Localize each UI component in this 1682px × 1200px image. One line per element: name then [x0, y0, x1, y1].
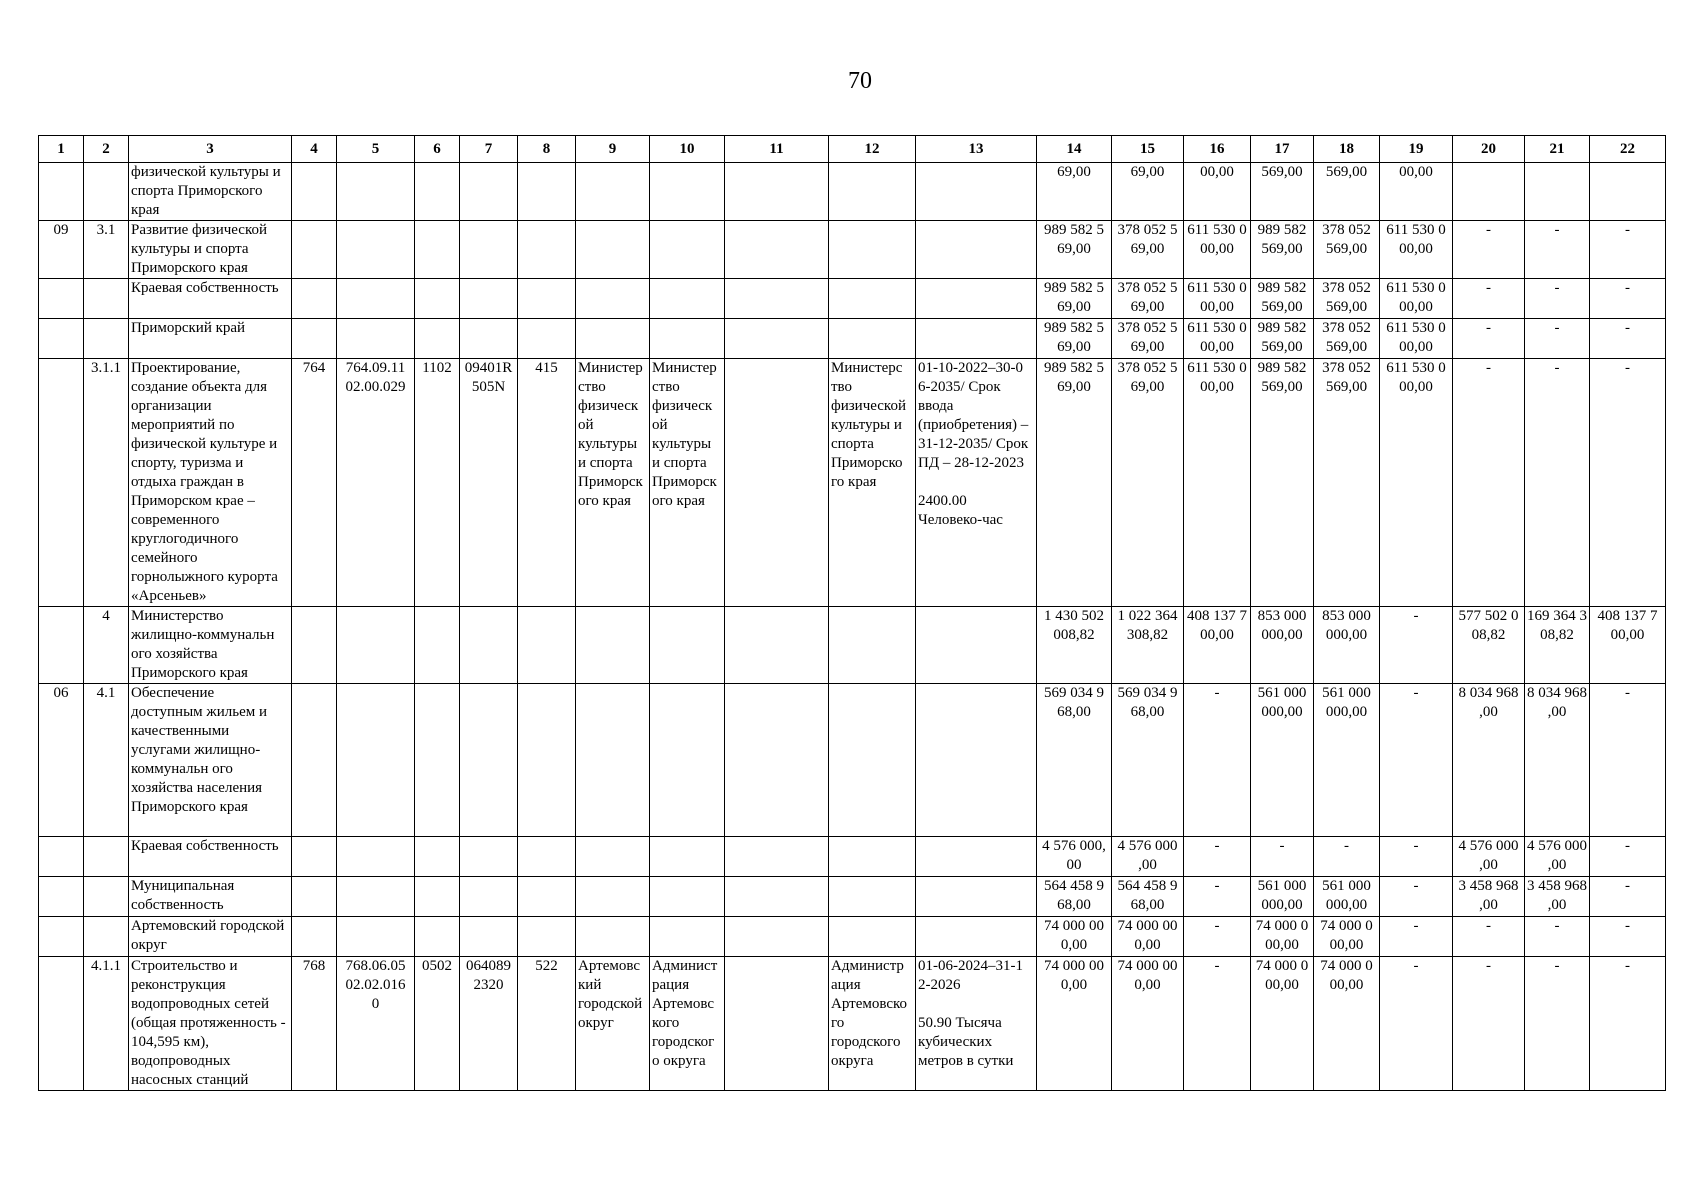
- table-cell-col6: [415, 917, 460, 957]
- table-cell-col22: [1590, 163, 1666, 221]
- table-cell-col18: 378 052 569,00: [1314, 359, 1380, 607]
- table-cell-col5: [337, 837, 415, 877]
- table-cell-col2: [84, 837, 129, 877]
- table-cell-col13: [916, 221, 1037, 279]
- table-cell-col14: 1 430 502 008,82: [1037, 607, 1112, 684]
- table-cell-col3: Муниципальная собственность: [129, 877, 292, 917]
- header-row: [39, 136, 1666, 163]
- table-cell-col22: -: [1590, 279, 1666, 319]
- table-cell-col6: [415, 221, 460, 279]
- table-cell-col14: 74 000 00 0,00: [1037, 917, 1112, 957]
- table-cell-col7: [460, 221, 518, 279]
- table-cell-col19: -: [1380, 917, 1453, 957]
- table-cell-col15: 564 458 9 68,00: [1112, 877, 1184, 917]
- table-cell-col13: [916, 837, 1037, 877]
- table-cell-col12: [829, 221, 916, 279]
- table-cell-col13: [916, 684, 1037, 837]
- table-cell-col21: 8 034 968 ,00: [1525, 684, 1590, 837]
- table-cell-col3: Проектирование, создание объекта для организации мероприятий по физической культуре и спорту, туризма и отдыха граждан в Приморском крае – современного круглогодичного семейного горнолыжного курорта «Арсеньев»: [129, 359, 292, 607]
- table-cell-col18: -: [1314, 837, 1380, 877]
- table-cell-col4: [292, 917, 337, 957]
- table-cell-col16: -: [1184, 917, 1251, 957]
- table-cell-col20: -: [1453, 279, 1525, 319]
- table-cell-col11: [725, 837, 829, 877]
- table-row: [39, 684, 1666, 837]
- table-cell-col18: 378 052 569,00: [1314, 221, 1380, 279]
- table-row: [39, 359, 1666, 607]
- table-cell-col5: [337, 163, 415, 221]
- table-cell-col20: [1453, 163, 1525, 221]
- table-cell-col4: 768: [292, 957, 337, 1091]
- table-cell-col18: 569,00: [1314, 163, 1380, 221]
- table-cell-col8: [518, 684, 576, 837]
- table-cell-col15: 378 052 5 69,00: [1112, 279, 1184, 319]
- table-cell-col21: -: [1525, 957, 1590, 1091]
- table-cell-col5: [337, 221, 415, 279]
- table-cell-col18: 561 000 000,00: [1314, 877, 1380, 917]
- table-cell-col2: 3.1.1: [84, 359, 129, 607]
- table-cell-col6: [415, 607, 460, 684]
- table-cell-col14: 74 000 00 0,00: [1037, 957, 1112, 1091]
- table-cell-col12: [829, 684, 916, 837]
- table-cell-col12: [829, 279, 916, 319]
- table-cell-col22: -: [1590, 877, 1666, 917]
- table-cell-col3: Развитие физической культуры и спорта Приморского края: [129, 221, 292, 279]
- table-cell-col9: Артемовс кий городской округ: [576, 957, 650, 1091]
- table-cell-col19: 611 530 0 00,00: [1380, 319, 1453, 359]
- table-cell-col7: [460, 279, 518, 319]
- table-cell-col11: [725, 319, 829, 359]
- table-cell-col14: 989 582 5 69,00: [1037, 221, 1112, 279]
- table-cell-col3: Артемовский городской округ: [129, 917, 292, 957]
- table-cell-col6: [415, 877, 460, 917]
- table-cell-col19: 611 530 0 00,00: [1380, 221, 1453, 279]
- table-cell-col21: -: [1525, 221, 1590, 279]
- table-cell-col15: 569 034 9 68,00: [1112, 684, 1184, 837]
- table-cell-col5: [337, 877, 415, 917]
- table-cell-col13: [916, 319, 1037, 359]
- table-cell-col9: [576, 684, 650, 837]
- table-cell-col5: [337, 684, 415, 837]
- table-cell-col14: 569 034 9 68,00: [1037, 684, 1112, 837]
- table-cell-col12: [829, 917, 916, 957]
- column-header-10: 10: [650, 136, 725, 163]
- table-cell-col12: Администр ация Артемовско го городского округа: [829, 957, 916, 1091]
- table-cell-col1: [39, 279, 84, 319]
- table-cell-col12: Министерс тво физической культуры и спорта Приморско го края: [829, 359, 916, 607]
- table-row: [39, 877, 1666, 917]
- table-cell-col11: [725, 607, 829, 684]
- table-cell-col15: 69,00: [1112, 163, 1184, 221]
- table-cell-col1: 09: [39, 221, 84, 279]
- column-header-5: 5: [337, 136, 415, 163]
- table-cell-col6: [415, 279, 460, 319]
- table-cell-col14: 4 576 000, 00: [1037, 837, 1112, 877]
- table-cell-col8: [518, 607, 576, 684]
- table-cell-col11: [725, 359, 829, 607]
- table-cell-col3: Краевая собственность: [129, 837, 292, 877]
- table-cell-col13: [916, 877, 1037, 917]
- table-cell-col17: -: [1251, 837, 1314, 877]
- table-row: [39, 917, 1666, 957]
- table-cell-col21: 169 364 3 08,82: [1525, 607, 1590, 684]
- table-cell-col11: [725, 957, 829, 1091]
- table-cell-col11: [725, 221, 829, 279]
- table-cell-col15: 74 000 00 0,00: [1112, 917, 1184, 957]
- table-cell-col1: [39, 359, 84, 607]
- table-cell-col19: -: [1380, 684, 1453, 837]
- table-cell-col9: [576, 837, 650, 877]
- table-cell-col5: [337, 607, 415, 684]
- column-header-12: 12: [829, 136, 916, 163]
- table-cell-col3: Краевая собственность: [129, 279, 292, 319]
- column-header-20: 20: [1453, 136, 1525, 163]
- table-cell-col6: [415, 319, 460, 359]
- table-cell-col1: [39, 877, 84, 917]
- column-header-8: 8: [518, 136, 576, 163]
- table-cell-col11: [725, 163, 829, 221]
- column-header-19: 19: [1380, 136, 1453, 163]
- column-header-11: 11: [725, 136, 829, 163]
- table-cell-col10: [650, 837, 725, 877]
- column-header-3: 3: [129, 136, 292, 163]
- table-cell-col2: 3.1: [84, 221, 129, 279]
- data-table: [38, 135, 1666, 1091]
- table-cell-col6: 1102: [415, 359, 460, 607]
- table-cell-col7: 09401R 505N: [460, 359, 518, 607]
- table-cell-col10: [650, 319, 725, 359]
- table-cell-col12: [829, 163, 916, 221]
- column-header-18: 18: [1314, 136, 1380, 163]
- table-cell-col2: 4.1.1: [84, 957, 129, 1091]
- table-cell-col15: 4 576 000 ,00: [1112, 837, 1184, 877]
- table-cell-col10: [650, 221, 725, 279]
- table-cell-col1: 06: [39, 684, 84, 837]
- table-cell-col2: [84, 917, 129, 957]
- table-cell-col11: [725, 279, 829, 319]
- table-cell-col10: [650, 684, 725, 837]
- table-cell-col4: [292, 221, 337, 279]
- table-cell-col5: [337, 279, 415, 319]
- table-cell-col3: Обеспечение доступным жильем и качественными услугами жилищно-коммунальн ого хозяйства населения Приморского края: [129, 684, 292, 837]
- table-cell-col6: [415, 684, 460, 837]
- table-cell-col12: [829, 837, 916, 877]
- table-cell-col9: [576, 607, 650, 684]
- table-cell-col8: [518, 279, 576, 319]
- table-cell-col18: 74 000 0 00,00: [1314, 957, 1380, 1091]
- table-cell-col13: [916, 279, 1037, 319]
- table-body: [39, 163, 1666, 1091]
- table-cell-col22: -: [1590, 684, 1666, 837]
- table-cell-col7: [460, 684, 518, 837]
- table-cell-col8: 415: [518, 359, 576, 607]
- table-cell-col7: [460, 837, 518, 877]
- table-cell-col13: [916, 163, 1037, 221]
- table-cell-col18: 561 000 000,00: [1314, 684, 1380, 837]
- table-cell-col5: [337, 319, 415, 359]
- table-cell-col16: -: [1184, 837, 1251, 877]
- table-cell-col17: 569,00: [1251, 163, 1314, 221]
- table-cell-col10: [650, 877, 725, 917]
- table-cell-col19: 00,00: [1380, 163, 1453, 221]
- table-cell-col20: -: [1453, 319, 1525, 359]
- table-cell-col13: [916, 917, 1037, 957]
- table-cell-col13: 01-10-2022–30-0 6-2035/ Срок ввода (приобретения) – 31-12-2035/ Срок ПД – 28-12-2023 2400.00 Человеко-час: [916, 359, 1037, 607]
- table-cell-col15: 378 052 5 69,00: [1112, 319, 1184, 359]
- table-cell-col21: 4 576 000 ,00: [1525, 837, 1590, 877]
- column-header-13: 13: [916, 136, 1037, 163]
- table-cell-col6: 0502: [415, 957, 460, 1091]
- table-cell-col16: 611 530 0 00,00: [1184, 359, 1251, 607]
- table-row: [39, 221, 1666, 279]
- table-cell-col4: [292, 607, 337, 684]
- table-cell-col7: [460, 607, 518, 684]
- table-cell-col18: 74 000 0 00,00: [1314, 917, 1380, 957]
- column-header-6: 6: [415, 136, 460, 163]
- table-cell-col4: [292, 319, 337, 359]
- table-cell-col10: [650, 163, 725, 221]
- table-cell-col21: -: [1525, 359, 1590, 607]
- table-cell-col19: -: [1380, 607, 1453, 684]
- table-cell-col5: [337, 917, 415, 957]
- table-cell-col7: 064089 2320: [460, 957, 518, 1091]
- table-cell-col11: [725, 684, 829, 837]
- page-number: 70: [848, 68, 872, 94]
- table-cell-col10: Министер ство физическ ой культуры и спорта Приморск ого края: [650, 359, 725, 607]
- table-cell-col18: 853 000 000,00: [1314, 607, 1380, 684]
- table-cell-col3: Приморский край: [129, 319, 292, 359]
- table-cell-col22: -: [1590, 957, 1666, 1091]
- table-cell-col8: [518, 917, 576, 957]
- table-row: [39, 279, 1666, 319]
- table-cell-col1: [39, 957, 84, 1091]
- table-cell-col9: [576, 221, 650, 279]
- table-cell-col1: [39, 917, 84, 957]
- table-cell-col22: -: [1590, 917, 1666, 957]
- table-cell-col16: 611 530 0 00,00: [1184, 319, 1251, 359]
- table-cell-col19: 611 530 0 00,00: [1380, 359, 1453, 607]
- table-cell-col20: 3 458 968 ,00: [1453, 877, 1525, 917]
- table-cell-col20: -: [1453, 957, 1525, 1091]
- table-cell-col2: [84, 279, 129, 319]
- table-cell-col4: 764: [292, 359, 337, 607]
- table-row: [39, 607, 1666, 684]
- table-cell-col2: 4.1: [84, 684, 129, 837]
- column-header-15: 15: [1112, 136, 1184, 163]
- table-cell-col20: -: [1453, 917, 1525, 957]
- table-cell-col14: 989 582 5 69,00: [1037, 279, 1112, 319]
- table-cell-col7: [460, 917, 518, 957]
- table-cell-col17: 853 000 000,00: [1251, 607, 1314, 684]
- table-cell-col21: 3 458 968 ,00: [1525, 877, 1590, 917]
- table-cell-col8: [518, 319, 576, 359]
- table-cell-col15: 378 052 5 69,00: [1112, 359, 1184, 607]
- table-cell-col9: [576, 279, 650, 319]
- table-cell-col1: [39, 163, 84, 221]
- table-cell-col11: [725, 877, 829, 917]
- table-cell-col13: 01-06-2024–31-1 2-2026 50.90 Тысяча кубических метров в сутки: [916, 957, 1037, 1091]
- table-cell-col4: [292, 279, 337, 319]
- table-cell-col12: [829, 877, 916, 917]
- table-cell-col3: Министерство жилищно-коммунальн ого хозяйства Приморского края: [129, 607, 292, 684]
- table-cell-col9: Министер ство физическ ой культуры и спорта Приморск ого края: [576, 359, 650, 607]
- table-cell-col2: [84, 319, 129, 359]
- table-cell-col22: -: [1590, 319, 1666, 359]
- table-cell-col17: 561 000 000,00: [1251, 877, 1314, 917]
- table-cell-col20: 4 576 000 ,00: [1453, 837, 1525, 877]
- table-cell-col1: [39, 607, 84, 684]
- table-cell-col1: [39, 319, 84, 359]
- column-header-7: 7: [460, 136, 518, 163]
- table-cell-col10: [650, 917, 725, 957]
- table-cell-col7: [460, 877, 518, 917]
- table-cell-col10: [650, 607, 725, 684]
- table-cell-col19: -: [1380, 877, 1453, 917]
- table-cell-col22: -: [1590, 359, 1666, 607]
- table-cell-col21: -: [1525, 319, 1590, 359]
- table-cell-col5: 764.09.11 02.00.029: [337, 359, 415, 607]
- table-cell-col13: [916, 607, 1037, 684]
- table-row: [39, 163, 1666, 221]
- table-cell-col8: [518, 837, 576, 877]
- table-row: [39, 837, 1666, 877]
- table-cell-col19: -: [1380, 837, 1453, 877]
- table-cell-col16: -: [1184, 877, 1251, 917]
- table-cell-col9: [576, 917, 650, 957]
- table-cell-col16: 611 530 0 00,00: [1184, 221, 1251, 279]
- column-header-9: 9: [576, 136, 650, 163]
- table-cell-col16: 00,00: [1184, 163, 1251, 221]
- table-cell-col21: -: [1525, 279, 1590, 319]
- table-cell-col16: 611 530 0 00,00: [1184, 279, 1251, 319]
- table-cell-col4: [292, 837, 337, 877]
- table-cell-col14: 69,00: [1037, 163, 1112, 221]
- column-header-2: 2: [84, 136, 129, 163]
- table-cell-col21: [1525, 163, 1590, 221]
- table-cell-col15: 1 022 364 308,82: [1112, 607, 1184, 684]
- table-cell-col22: -: [1590, 221, 1666, 279]
- table-cell-col9: [576, 163, 650, 221]
- table-cell-col20: 8 034 968 ,00: [1453, 684, 1525, 837]
- column-header-21: 21: [1525, 136, 1590, 163]
- table-cell-col22: 408 137 7 00,00: [1590, 607, 1666, 684]
- table-cell-col17: 561 000 000,00: [1251, 684, 1314, 837]
- table-cell-col17: 989 582 569,00: [1251, 279, 1314, 319]
- table-cell-col19: 611 530 0 00,00: [1380, 279, 1453, 319]
- column-header-4: 4: [292, 136, 337, 163]
- table-row: [39, 957, 1666, 1091]
- column-header-17: 17: [1251, 136, 1314, 163]
- table-cell-col7: [460, 163, 518, 221]
- table-cell-col9: [576, 319, 650, 359]
- table-cell-col19: -: [1380, 957, 1453, 1091]
- table-cell-col17: 74 000 0 00,00: [1251, 917, 1314, 957]
- table-cell-col10: [650, 279, 725, 319]
- table-cell-col17: 74 000 0 00,00: [1251, 957, 1314, 1091]
- table-cell-col21: -: [1525, 917, 1590, 957]
- table-cell-col5: 768.06.05 02.02.016 0: [337, 957, 415, 1091]
- table-cell-col14: 989 582 5 69,00: [1037, 359, 1112, 607]
- table-cell-col16: 408 137 7 00,00: [1184, 607, 1251, 684]
- column-header-16: 16: [1184, 136, 1251, 163]
- table-cell-col17: 989 582 569,00: [1251, 359, 1314, 607]
- table-cell-col2: [84, 163, 129, 221]
- table-cell-col20: 577 502 0 08,82: [1453, 607, 1525, 684]
- table-cell-col8: [518, 163, 576, 221]
- table-cell-col12: [829, 319, 916, 359]
- table-cell-col17: 989 582 569,00: [1251, 221, 1314, 279]
- table-cell-col9: [576, 877, 650, 917]
- column-header-14: 14: [1037, 136, 1112, 163]
- table-cell-col20: -: [1453, 221, 1525, 279]
- column-header-22: 22: [1590, 136, 1666, 163]
- table-cell-col4: [292, 877, 337, 917]
- table-cell-col4: [292, 163, 337, 221]
- table-cell-col15: 74 000 00 0,00: [1112, 957, 1184, 1091]
- table-cell-col14: 989 582 5 69,00: [1037, 319, 1112, 359]
- table-cell-col2: 4: [84, 607, 129, 684]
- table-cell-col8: [518, 877, 576, 917]
- table-cell-col7: [460, 319, 518, 359]
- table-cell-col4: [292, 684, 337, 837]
- table-cell-col18: 378 052 569,00: [1314, 279, 1380, 319]
- table-cell-col18: 378 052 569,00: [1314, 319, 1380, 359]
- table-cell-col20: -: [1453, 359, 1525, 607]
- table-cell-col16: -: [1184, 684, 1251, 837]
- table-cell-col14: 564 458 9 68,00: [1037, 877, 1112, 917]
- table-cell-col10: Админист рация Артемовс кого городског о округа: [650, 957, 725, 1091]
- table-cell-col22: -: [1590, 837, 1666, 877]
- table-cell-col1: [39, 837, 84, 877]
- table-cell-col8: [518, 221, 576, 279]
- table-cell-col3: Строительство и реконструкция водопроводных сетей (общая протяженность - 104,595 км), водопроводных насосных станций: [129, 957, 292, 1091]
- table-cell-col6: [415, 837, 460, 877]
- table-cell-col11: [725, 917, 829, 957]
- table-cell-col2: [84, 877, 129, 917]
- table-cell-col3: физической культуры и спорта Приморского края: [129, 163, 292, 221]
- column-header-1: 1: [39, 136, 84, 163]
- table-cell-col17: 989 582 569,00: [1251, 319, 1314, 359]
- table-cell-col12: [829, 607, 916, 684]
- table-cell-col15: 378 052 5 69,00: [1112, 221, 1184, 279]
- table-row: [39, 319, 1666, 359]
- table-cell-col16: -: [1184, 957, 1251, 1091]
- table-cell-col8: 522: [518, 957, 576, 1091]
- table-cell-col6: [415, 163, 460, 221]
